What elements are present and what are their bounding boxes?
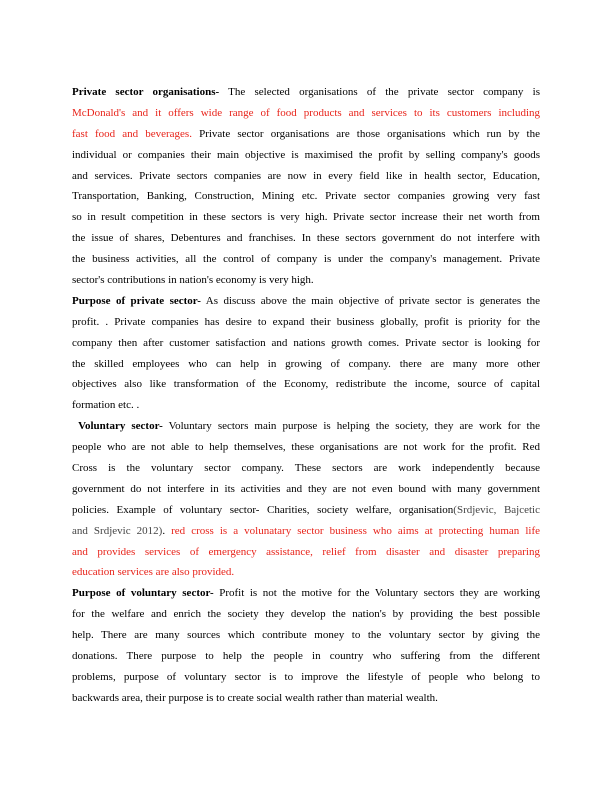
section-heading: Private sector organisations- — [72, 86, 220, 98]
paragraph-line: and services. Private sectors companies are now in every field like in health sector, Education, — [72, 169, 540, 182]
section-heading: Voluntary sector- — [78, 420, 163, 433]
paragraph-line — [72, 542, 540, 563]
paragraph-line: backwards area, their purpose is to create social wealth rather than material wealth. — [72, 691, 438, 704]
paragraph-line: donations. There purpose to help the people in country who suffering from the different — [72, 650, 540, 663]
paragraph-line: formation etc. . — [72, 399, 140, 412]
paragraph-line: help. There are many sources which contribute money to the voluntary sector by giving the — [72, 629, 540, 642]
paragraph-line: Purpose of voluntary sector- Profit is not the motive for the Voluntary sectors they are working — [72, 587, 540, 600]
paragraph-line: people who are not able to help themselves, these organisations are not work for the profit. Red — [72, 441, 540, 454]
paragraph-line: Transportation, Banking, Construction, Mining etc. Private sector companies growing very fast — [72, 190, 540, 203]
paragraph-line: the issue of shares, Debentures and franchises. In these sectors government do not interfere with — [72, 232, 540, 245]
paragraph-line: the business activities, all the control of company is under the company's management. Private — [72, 253, 540, 266]
paragraph-line: individual or companies their main objective is maximised the profit by selling company's goods — [72, 148, 540, 161]
citation: (Srdjevic, Bajcetic — [453, 503, 540, 516]
paragraph-line: the skilled employees who can help in growing of company. there are many more other — [72, 357, 540, 370]
section-heading: Purpose of voluntary sector- — [72, 587, 214, 600]
paragraph-line: government do not interfere in its activities and they are not even bound with many government — [72, 482, 540, 495]
paragraph-line: fast food and beverages. Private sector organisations are those organisations which run by the — [72, 127, 540, 140]
highlighted-text: red cross is a volunatary sector business who aims at protecting human life — [165, 524, 540, 537]
paragraph-line: so in result competition in these sectors is very high. Private sector increase their net worth from — [72, 211, 540, 224]
paragraph-line: Voluntary sector- Voluntary sectors main purpose is helping the society, they are work for the — [78, 420, 540, 433]
paragraph-line: Cross is the voluntary sector company. These sectors are work independently because — [72, 462, 540, 475]
paragraph-line: company then after customer satisfaction and nations growth comes. Private sector is looking for — [72, 336, 540, 349]
paragraph-line: sector's contributions in nation's economy is very high. — [72, 274, 314, 287]
citation: and Srdjevic 2012) — [72, 524, 163, 537]
paragraph-line: objectives also like transformation of the Economy, redistribute the income, source of capital — [72, 378, 540, 391]
paragraph-line: problems, purpose of voluntary sector is to improve the lifestyle of people who belong to — [72, 670, 540, 683]
paragraph-line: Purpose of private sector- As discuss above the main objective of private sector is generates the — [72, 294, 540, 307]
document-page — [72, 82, 540, 709]
highlighted-text: McDonald's and it offers wide range of food products and services to its customers including — [72, 106, 540, 119]
paragraph-line: policies. Example of voluntary sector- Charities, society welfare, organisation(Srdjevic, Bajcetic — [72, 503, 540, 516]
paragraph-line: and Srdjevic 2012). red cross is a volunatary sector business who aims at protecting human life — [72, 524, 540, 537]
paragraph-line — [72, 103, 540, 124]
paragraph-line: profit. . Private companies has desire to expand their business globally, profit is priority for the — [72, 315, 540, 328]
paragraph-line: for the welfare and enrich the society they develop the nation's by providing the best possible — [72, 608, 540, 621]
highlighted-text: fast food and beverages. — [72, 127, 192, 140]
paragraph-line — [72, 562, 540, 583]
section-heading: Purpose of private sector- — [72, 294, 201, 307]
paragraph-line: Private sector organisations- The selected organisations of the private sector company is — [72, 86, 540, 98]
highlighted-text: and provides services of emergency assistance, relief from disaster and disaster preparing — [72, 545, 540, 558]
highlighted-text: education services are also provided. — [72, 566, 235, 579]
